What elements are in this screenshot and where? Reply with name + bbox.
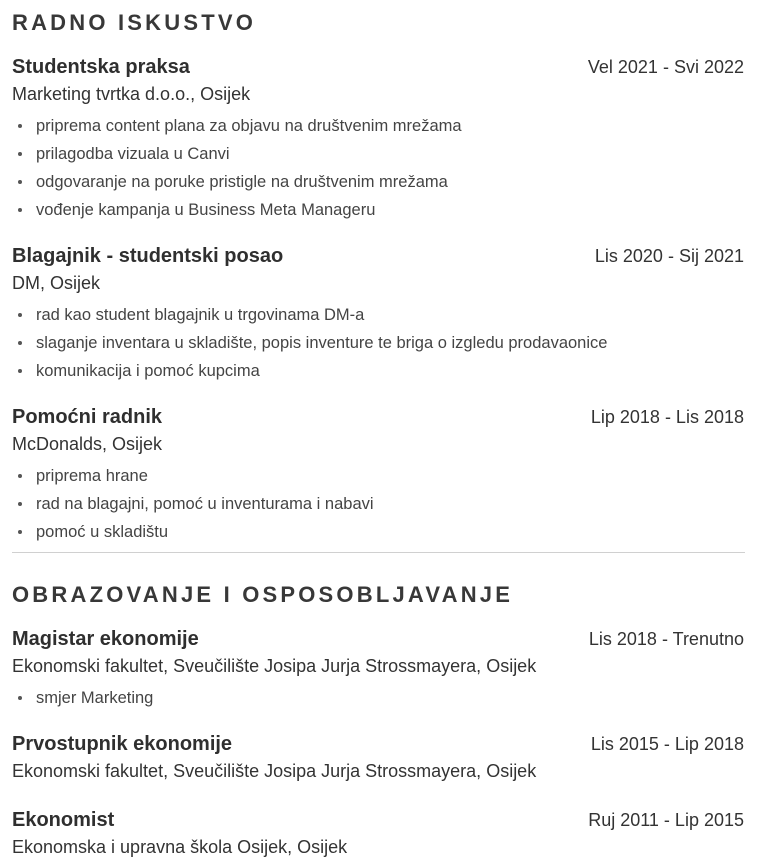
entry-org: McDonalds, Osijek xyxy=(12,434,163,454)
list-item: priprema content plana za objavu na društvenim mrežama xyxy=(12,112,744,140)
entry-dates: Lis 2018 - Trenutno xyxy=(588,629,744,649)
list-item: komunikacija i pomoć kupcima xyxy=(12,357,744,385)
work-entry xyxy=(12,406,744,546)
entry-dates: Lip 2018 - Lis 2018 xyxy=(590,407,744,427)
education-entry xyxy=(12,809,744,859)
work-entry xyxy=(12,56,744,224)
education-entry xyxy=(12,733,744,783)
entry-degree: Magistar ekonomije xyxy=(12,628,199,650)
entry-degree: Prvostupnik ekonomije xyxy=(12,733,233,755)
entry-org: Ekonomski fakultet, Sveučilište Josipa Jurja Strossmayera, Osijek xyxy=(12,761,537,781)
entry-role: Studentska praksa xyxy=(12,56,190,78)
bullet-list xyxy=(12,112,744,224)
section-divider xyxy=(12,552,745,553)
entry-org: Ekonomska i upravna škola Osijek, Osijek xyxy=(12,837,348,857)
entry-role: Pomoćni radnik xyxy=(12,406,163,428)
entry-dates: Lis 2015 - Lip 2018 xyxy=(590,734,744,754)
list-item: pomoć u skladištu xyxy=(12,518,744,546)
education-entry xyxy=(12,628,744,712)
list-item: priprema hrane xyxy=(12,462,744,490)
entry-dates: Vel 2021 - Svi 2022 xyxy=(587,57,744,77)
work-entry xyxy=(12,245,744,385)
entry-dates: Ruj 2011 - Lip 2015 xyxy=(588,810,744,830)
work-section-title: RADNO ISKUSTVO xyxy=(12,10,257,35)
entry-org: Marketing tvrtka d.o.o., Osijek xyxy=(12,84,251,104)
entry-org: DM, Osijek xyxy=(12,273,101,293)
list-item: rad na blagajni, pomoć u inventurama i nabavi xyxy=(12,490,744,518)
entry-dates: Lis 2020 - Sij 2021 xyxy=(594,246,744,266)
list-item: prilagodba vizuala u Canvi xyxy=(12,140,744,168)
list-item: vođenje kampanja u Business Meta Manageru xyxy=(12,196,744,224)
entry-role: Blagajnik - studentski posao xyxy=(12,245,284,267)
list-item: odgovaranje na poruke pristigle na društvenim mrežama xyxy=(12,168,744,196)
list-item: rad kao student blagajnik u trgovinama DM-a xyxy=(12,301,744,329)
list-item: slaganje inventara u skladište, popis inventure te briga o izgledu prodavaonice xyxy=(12,329,744,357)
entry-degree: Ekonomist xyxy=(12,809,115,831)
bullet-list xyxy=(12,684,744,712)
entry-org: Ekonomski fakultet, Sveučilište Josipa Jurja Strossmayera, Osijek xyxy=(12,656,537,676)
education-section-title: OBRAZOVANJE I OSPOSOBLJAVANJE xyxy=(12,582,514,607)
list-item: smjer Marketing xyxy=(12,684,744,712)
bullet-list xyxy=(12,301,744,385)
bullet-list xyxy=(12,462,744,546)
